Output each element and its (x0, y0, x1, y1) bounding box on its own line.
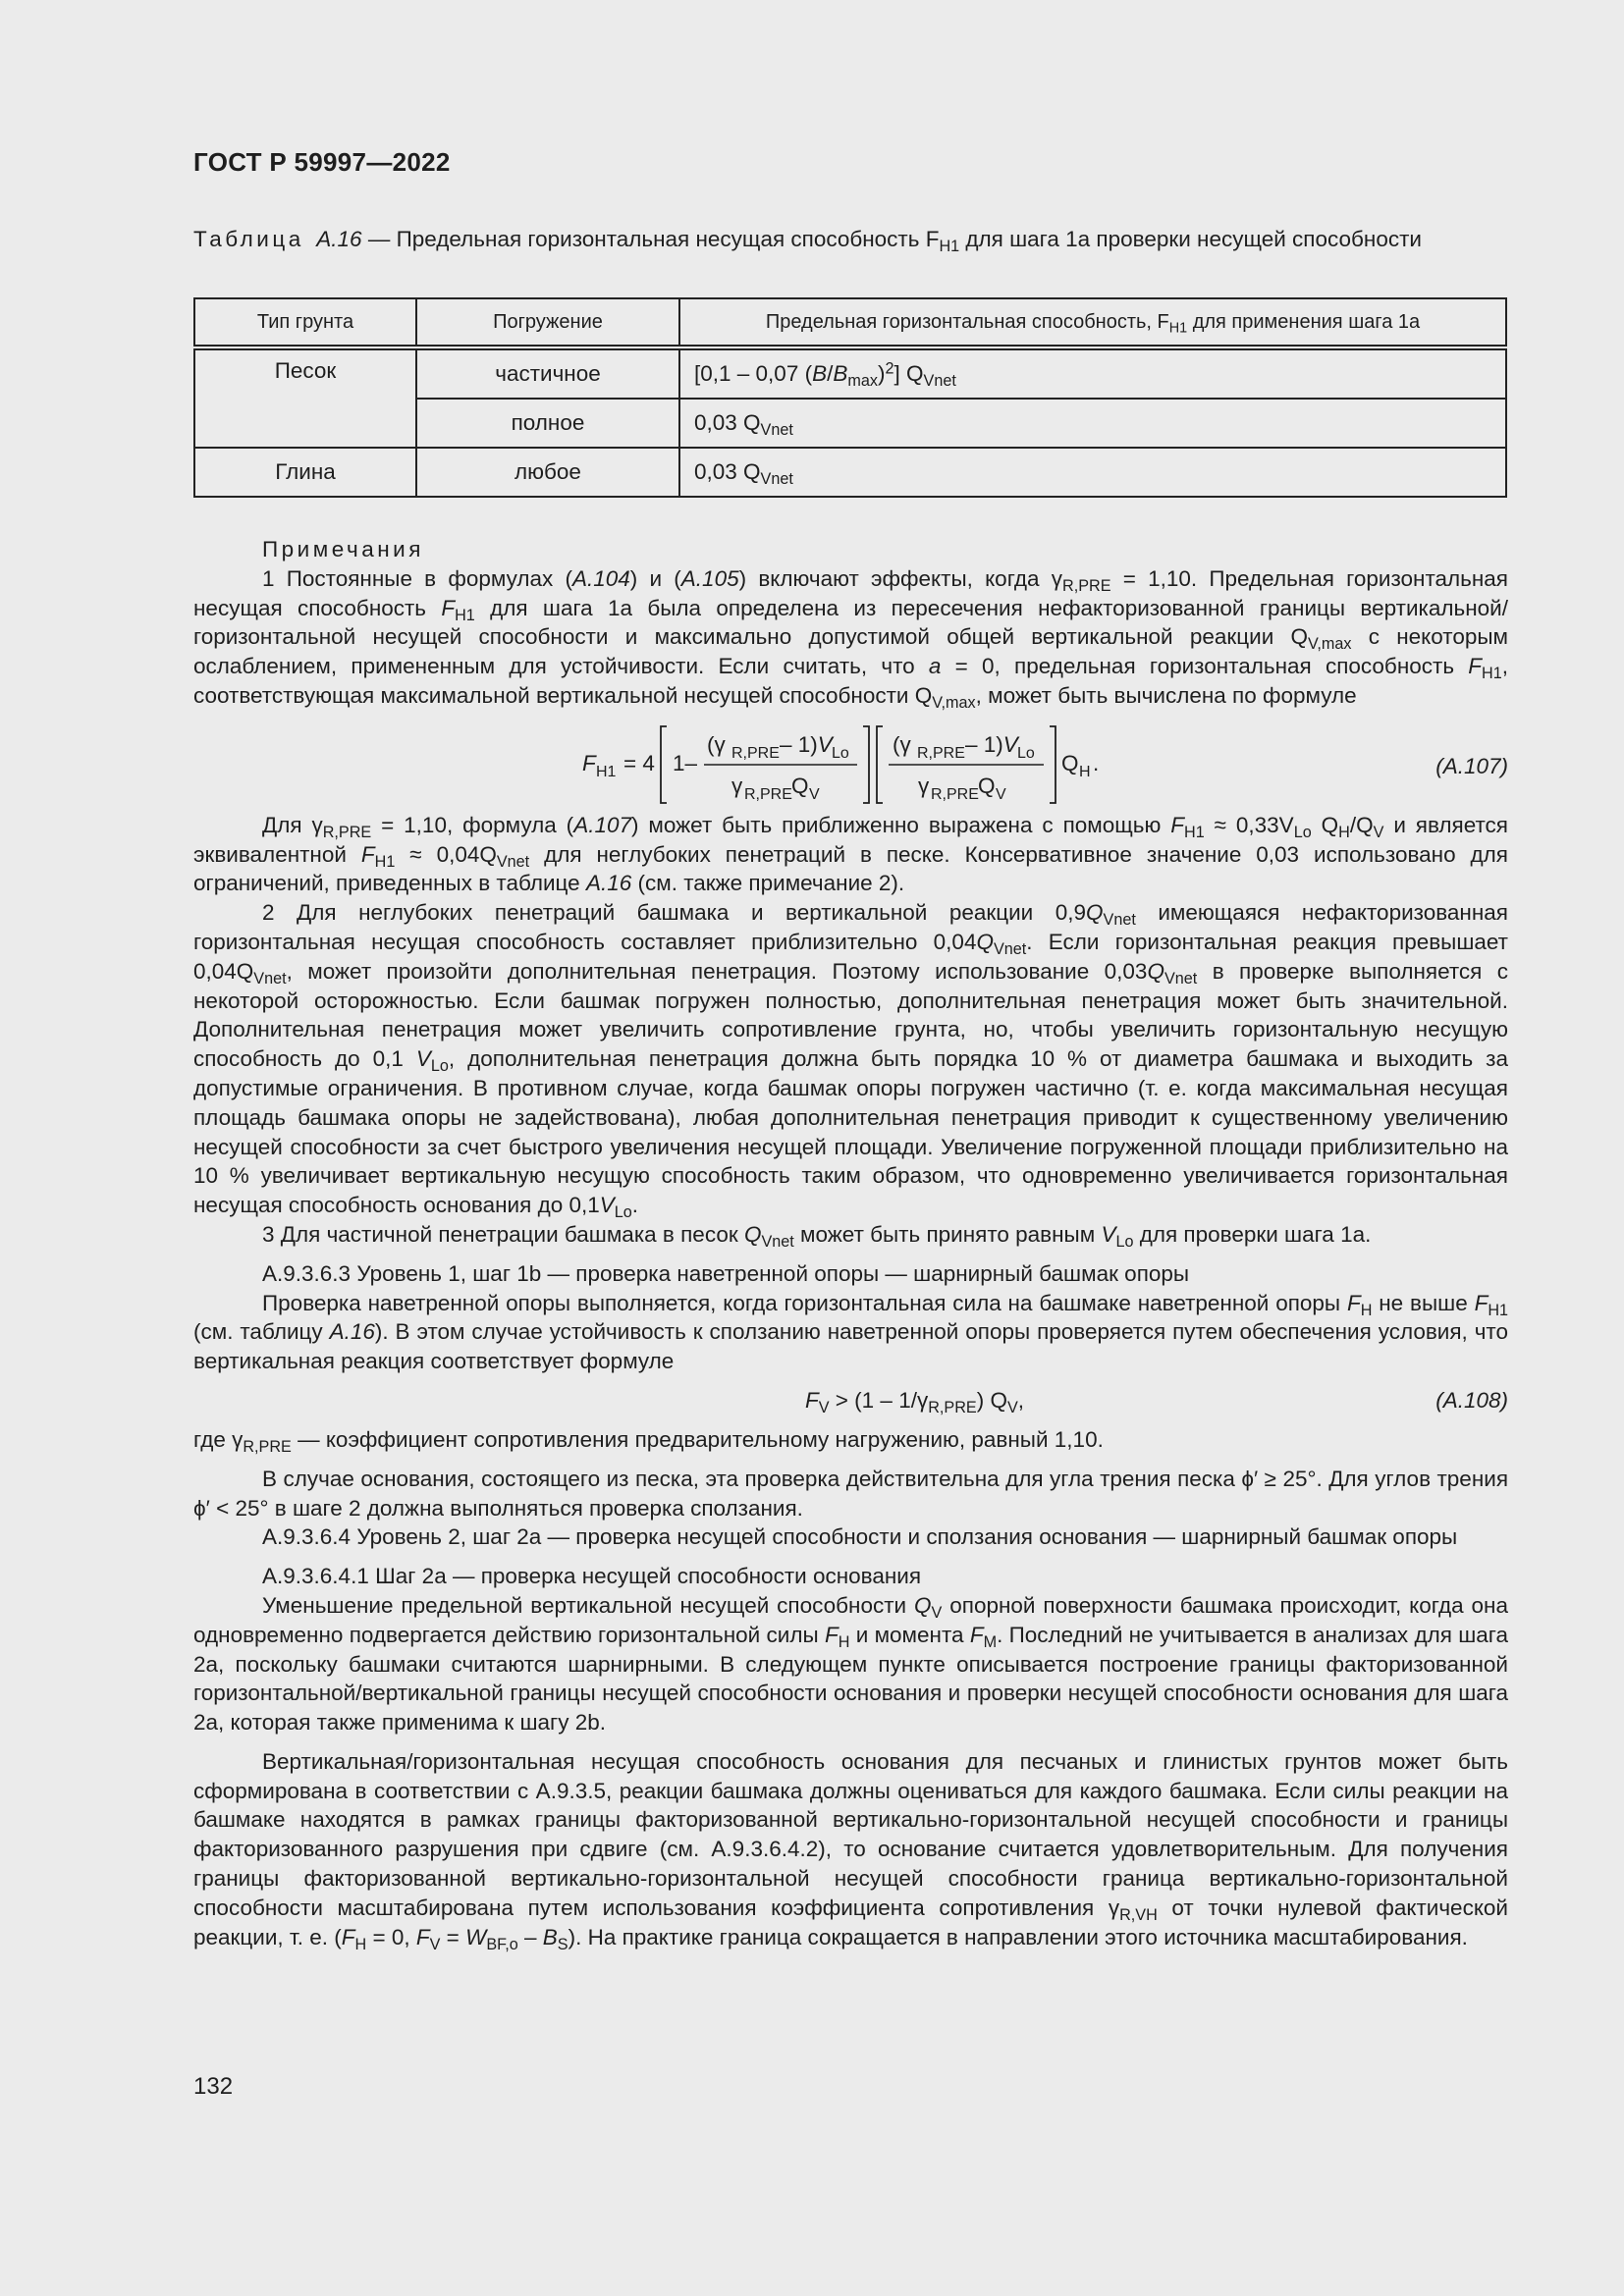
note-2: 2 Для неглубоких пенетраций башмака и вертикальной реакции $0,9Q_{Vnet}$ имеющаяся нефакторизованная горизонтальная несущая способность составляет приблизительно $0,04Q_{Vnet}$. Если горизонтальная реакция превышает $0,04Q_{Vnet}$, может произойти дополнительная пенетрация. Поэтому использование $0,03Q_{Vnet}$ в проверке выполняется с некоторой осторожностью. Если башмак погружен полностью, дополнительная пенетрация может быть значительной. Дополнительная пенетрация может увеличить сопротивление грунта, но, чтобы увеличить горизонтальную несущую способность до 0,1 $V_{Lo}$, дополнительная пенетрация должна быть порядка 10 % от диаметра башмака и выходить за допустимые ограничения. В противном случае, когда башмак опоры погружен частично (т. е. когда максимальная несущая площадь башмака опоры не задействована), любая дополнительная пенетрация приводит к существенному увеличению несущей способности за счет быстрого увеличения несущей площади. Увеличение погруженной площади приблизительно на 10 % увеличивает вертикальную несущую способность таким образом, что одновременно увеличивается горизонтальная несущая способность основания до $0,1V_{Lo}$. (193, 900, 1509, 1222)
note-3: 3 Для частичной пенетрации башмака в песок $Q_{Vnet}$ может быть принято равным $V_{Lo}$ для проверки шага 1а. (262, 1221, 1372, 1252)
svg-text:Q: Q (791, 773, 809, 798)
svg-text:Lo: Lo (1017, 744, 1035, 762)
paragraph: Уменьшение предельной вертикальной несущей способности $Q_V$ опорной поверхности башмака происходит, когда она одновременно подвергается действию горизонтальной силы $F_H$ и момента $F_M$. Последний не учитывается в анализах для шага 2а, поскольку башмаки считаются шарнирными. В следующем пункте описывается построение границы факторизованной горизонтальной/вертикальной границы несущей способности основания и проверки несущей способности основания для шага 2а, которая также применима к шагу 2b. (193, 1592, 1508, 1735)
table-caption: Таблица А.16 — Предельная горизонтальная несущая способность $F_{H1}$ для шага 1а проверки несущей способности (193, 227, 1422, 256)
document-header: ГОСТ Р 59997—2022 (193, 147, 451, 177)
svg-text:– 1)V: – 1)V (780, 731, 833, 757)
table-cell-value: 0,03 $Q_{Vnet}$ (679, 448, 1506, 497)
note-1: 1 Постоянные в формулах (A.104) и (A.105) включают эффекты, когда $\gamma_{R,PRE} = 1,10$. Предельная горизонтальная несущая способность $F_{H1}$ для шага 1а была определена из пересечения нефакторизованной границы вертикальной/горизонтальной несущей способности и максимально допустимой общей вертикальной реакции $Q_{V,max}$ с некоторым ослаблением, примененным для устойчивости. Если считать, что a = 0, предельная горизонтальная способность $F_{H1}$, соответствующая максимальной вертикальной несущей способности $Q_{V,max}$, может быть вычислена по формуле (193, 565, 1509, 713)
table-row (194, 347, 1506, 399)
paragraph: где $\gamma_{R,PRE}$ — коэффициент сопротивления предварительному нагружению, равный 1,10. (193, 1426, 1104, 1457)
table-cell-soil: Глина (194, 448, 416, 497)
section-a93641: А.9.3.6.4.1 Шаг 2а — проверка несущей способности основания (262, 1564, 922, 1589)
paragraph: В случае основания, состоящего из песка, эта проверка действительна для угла трения песка ϕ′ ≥ 25°. Для углов трения ϕ′ < 25° в шаге 2 должна выполняться проверка сползания. (193, 1466, 1508, 1521)
page-number: 132 (193, 2073, 234, 2100)
formula-a107-svg (576, 715, 1342, 811)
svg-text:R,PRE: R,PRE (917, 744, 965, 762)
svg-text:γ: γ (918, 773, 930, 798)
table-cell-immersion: частичное (416, 347, 679, 399)
table-cell-immersion: любое (416, 448, 679, 497)
svg-text:1–: 1– (673, 750, 698, 775)
formula-a107 (193, 715, 1508, 811)
svg-text:H1: H1 (596, 763, 617, 780)
svg-text:F: F (582, 750, 596, 775)
svg-text:.: . (1093, 750, 1100, 775)
table-header-capacity: Предельная горизонтальная способность, $F_{H1}$ для применения шага 1а (679, 298, 1506, 347)
svg-text:R,PRE: R,PRE (744, 785, 792, 803)
svg-text:Q: Q (978, 773, 996, 798)
section-a9364: А.9.3.6.4 Уровень 2, шаг 2а — проверка несущей способности и сползания основания — шарнирный башмак опоры (262, 1524, 1458, 1550)
svg-text:= 4: = 4 (623, 750, 655, 775)
equation-number-a107: (A.107) (1435, 753, 1508, 778)
svg-text:Q: Q (1061, 750, 1079, 775)
capacity-table (193, 297, 1507, 498)
svg-text:Lo: Lo (832, 744, 849, 762)
paragraph: Вертикальная/горизонтальная несущая способность основания для песчаных и глинистых грунтов может быть сформирована в соответствии с А.9.3.5, реакции башмака должны оцениваться для каждого башмака. Если силы реакции на башмаке находятся в рамках границы факторизованной вертикально-горизонтальной несущей способности и границы факторизованного разрушения при сдвиге (см. А.9.3.6.4.2), то основание считается удовлетворительным. Для получения границы факторизованной вертикально-горизонтальной несущей способности граница вертикально-горизонтальной способности масштабирована путем использования коэффициента сопротивления $\gamma_{R,VH}$ от точки нулевой фактической реакции, т. е. ($F_H = 0$, $F_V = W_{BF,o} - B_S$). На практике граница сокращается в направлении этого источника масштабирования. (193, 1748, 1508, 1953)
svg-text:R,PRE: R,PRE (731, 744, 780, 762)
table-header-soil: Тип грунта (194, 298, 416, 347)
table-header-row (194, 298, 1506, 347)
svg-text:γ: γ (731, 773, 743, 798)
svg-text:– 1)V: – 1)V (965, 731, 1018, 757)
section-a9363: А.9.3.6.3 Уровень 1, шаг 1b — проверка наветренной опоры — шарнирный башмак опоры (262, 1260, 1190, 1286)
svg-text:V: V (996, 785, 1006, 803)
table-cell-soil: Песок (194, 347, 416, 448)
document-body (193, 535, 1508, 1951)
svg-text:(γ: (γ (893, 731, 911, 757)
svg-text:H: H (1079, 763, 1091, 780)
svg-text:(γ: (γ (707, 731, 726, 757)
paragraph: Проверка наветренной опоры выполняется, когда горизонтальная сила на башмаке наветренной опоры $F_H$ не выше $F_{H1}$ (см. таблицу A.16). В этом случае устойчивость к сползанию наветренной опоры проверяется путем обеспечения условия, что вертикальная реакция соответствует формуле (193, 1290, 1509, 1374)
table-cell-immersion: полное (416, 399, 679, 448)
notes-heading: Примечания (262, 537, 424, 561)
equation-number-a108: (A.108) (1435, 1387, 1508, 1413)
svg-text:V: V (809, 785, 820, 803)
table-row (194, 448, 1506, 497)
note-1-cont: Для $\gamma_{R,PRE} = 1,10$, формула (A.107) может быть приближенно выражена с помощью $F_{H1} \approx 0,33V_{Lo}$ $Q_H/Q_V$ и является эквивалентной $F_{H1} \approx 0,04Q_{Vnet}$ для неглубоких пенетраций в песке. Консервативное значение 0,03 использовано для ограничений, приведенных в таблице A.16 (см. также примечание 2). (193, 812, 1508, 896)
svg-text:R,PRE: R,PRE (931, 785, 979, 803)
formula-a108: $F_V > (1 - 1/\gamma_{R,PRE})$ $Q_V$, (A.108) (804, 1387, 1508, 1417)
table-cell-value: [0,1 – 0,07 $(B/B_{max})^2$] $Q_{Vnet}$ (679, 347, 1506, 399)
table-cell-value: 0,03 $Q_{Vnet}$ (679, 399, 1506, 448)
table-header-immersion: Погружение (416, 298, 679, 347)
